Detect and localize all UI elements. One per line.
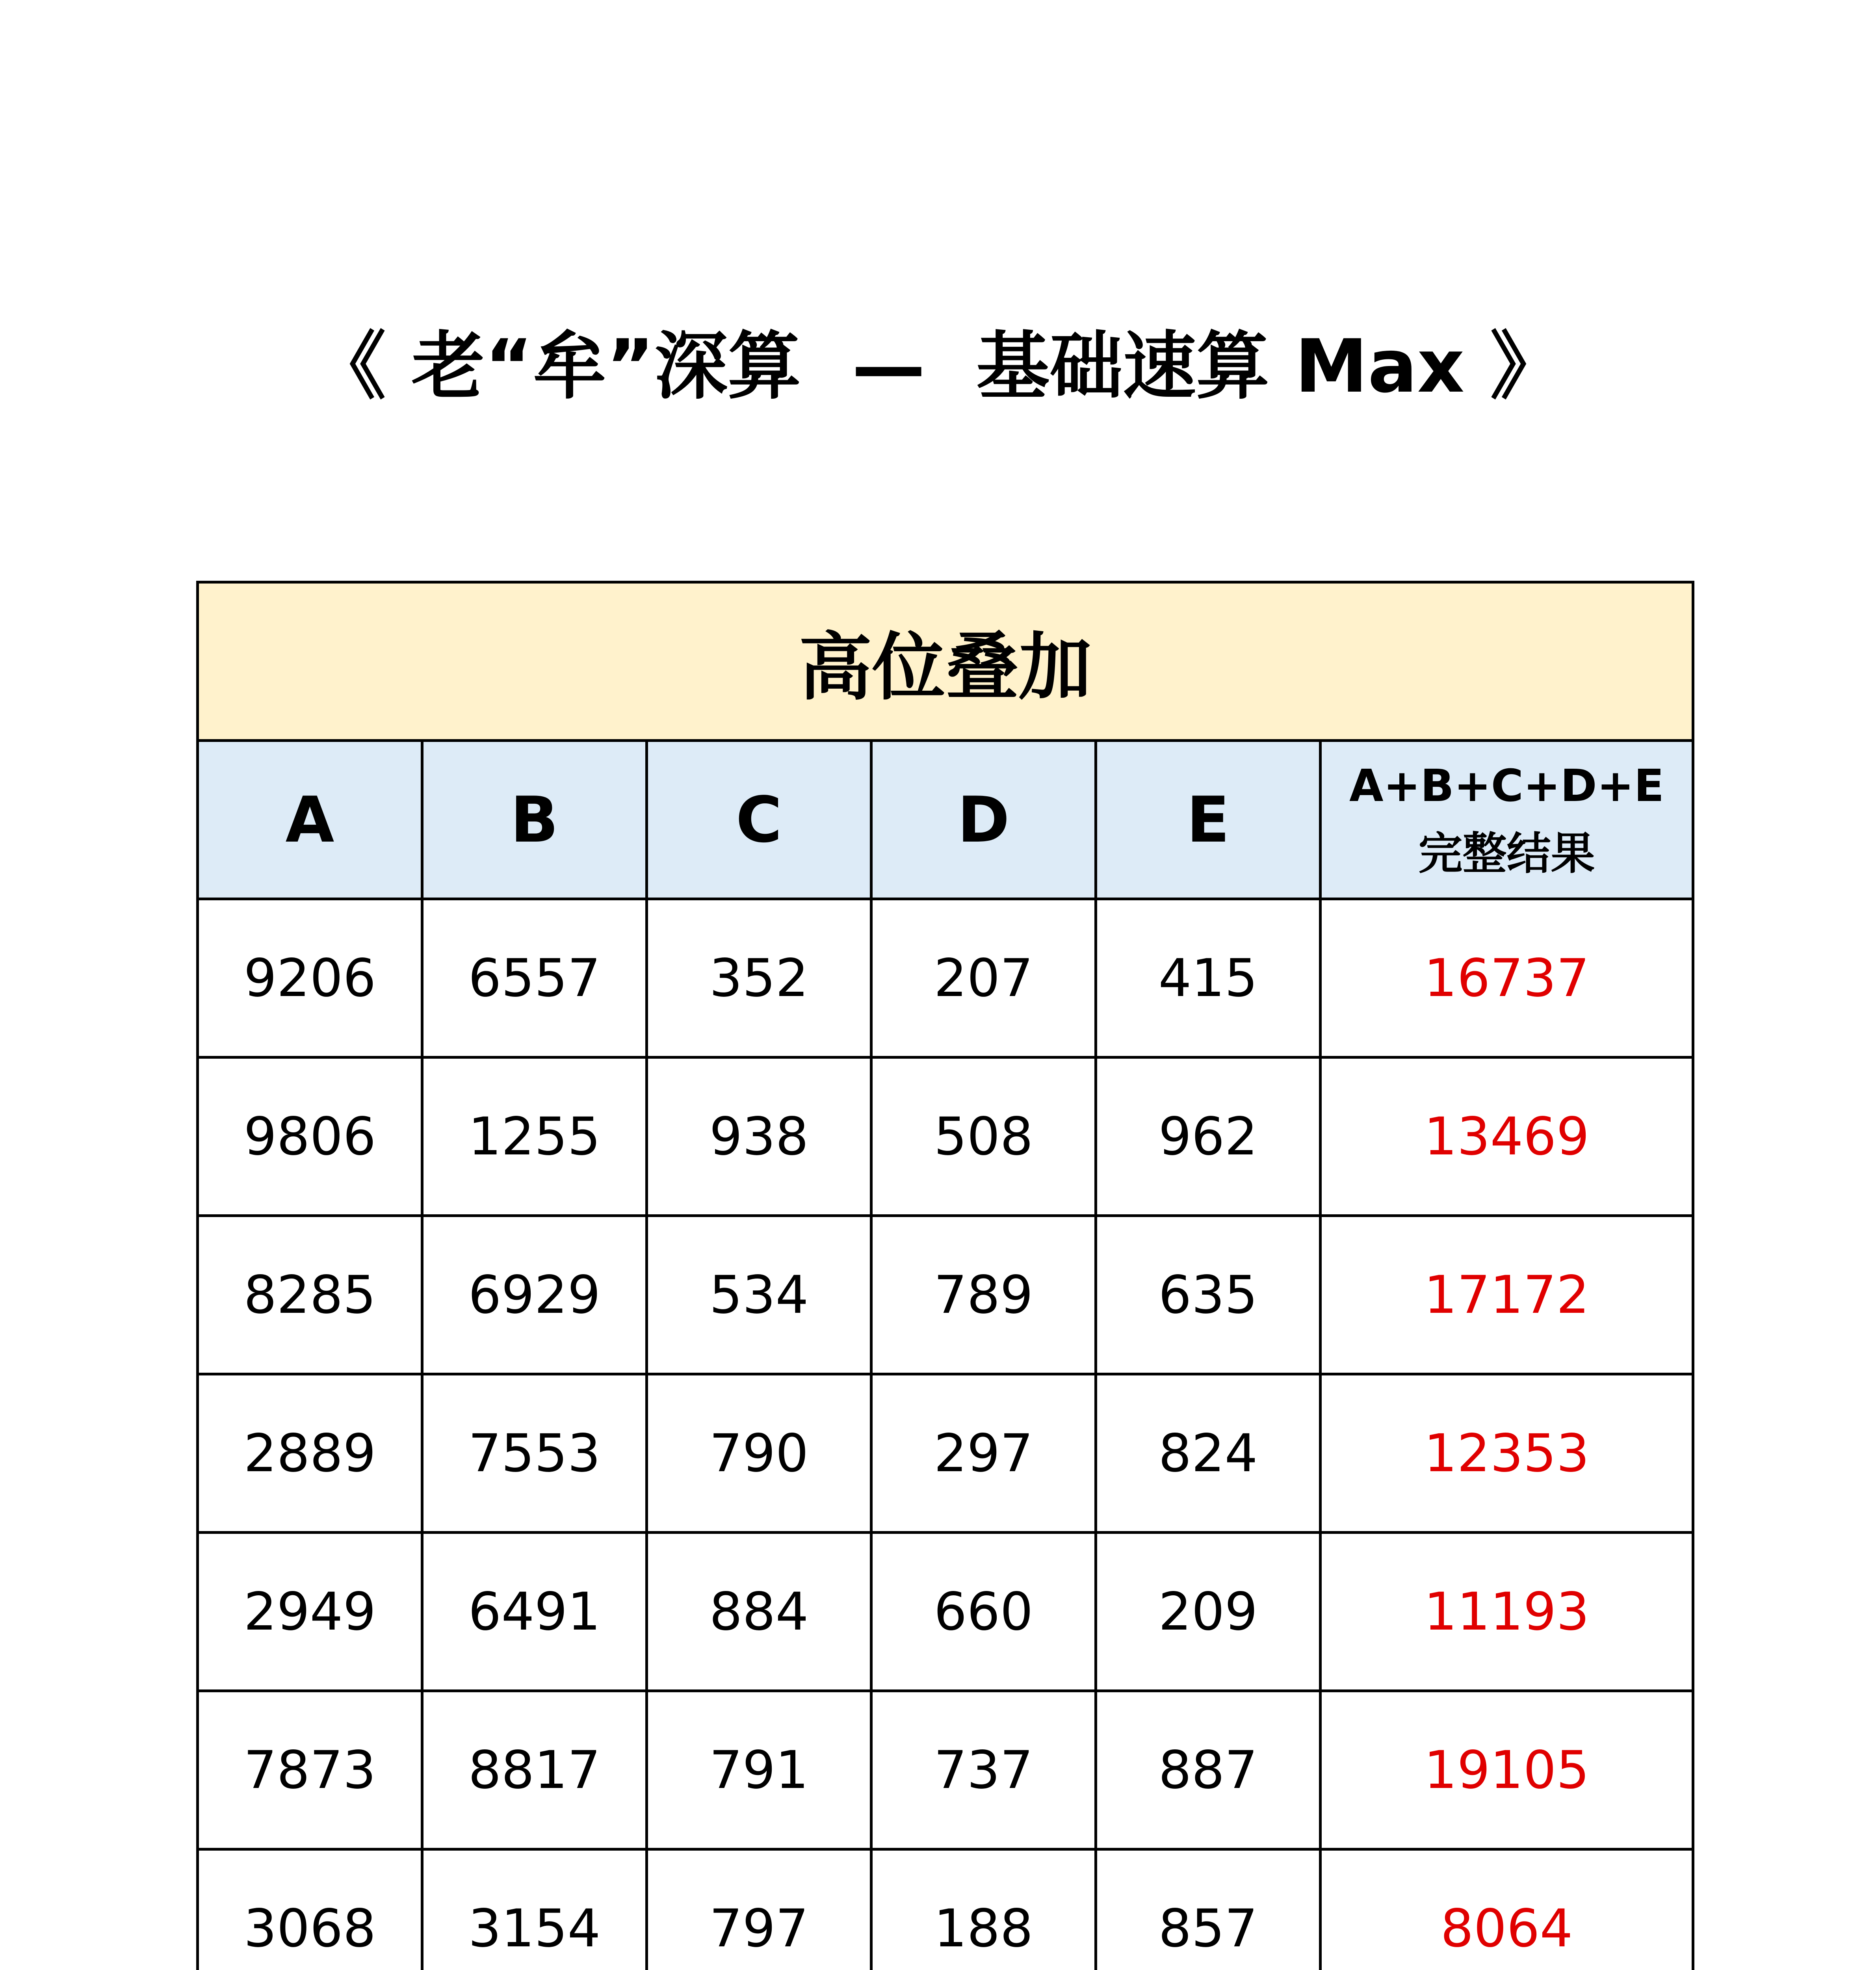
cell-a: 2949 xyxy=(198,1533,422,1691)
cell-a: 7873 xyxy=(198,1691,422,1849)
cell-a: 8285 xyxy=(198,1216,422,1374)
table-row xyxy=(198,1216,1693,1374)
result-header-label: 完整结果 xyxy=(1418,828,1595,879)
cell-c: 534 xyxy=(647,1216,871,1374)
page-title: 《 老“牟”深算 — 基础速算 Max 》 xyxy=(312,323,1564,409)
table-row xyxy=(198,1374,1693,1533)
cell-a: 9806 xyxy=(198,1057,422,1216)
cell-d: 188 xyxy=(871,1849,1096,1970)
column-header-a: A xyxy=(198,741,422,899)
cell-b: 3154 xyxy=(422,1849,647,1970)
cell-b: 6929 xyxy=(422,1216,647,1374)
cell-d: 789 xyxy=(871,1216,1096,1374)
table-row xyxy=(198,1057,1693,1216)
cell-result: 11193 xyxy=(1321,1533,1693,1691)
cell-result: 17172 xyxy=(1321,1216,1693,1374)
cell-e: 635 xyxy=(1096,1216,1321,1374)
cell-b: 1255 xyxy=(422,1057,647,1216)
cell-e: 962 xyxy=(1096,1057,1321,1216)
column-header-d: D xyxy=(871,741,1096,899)
section-title: 高位叠加 xyxy=(198,582,1693,741)
table-row xyxy=(198,1533,1693,1691)
table-row xyxy=(198,1849,1693,1970)
result-header-formula: A+B+C+D+E xyxy=(1349,760,1664,812)
cell-c: 352 xyxy=(647,899,871,1057)
cell-b: 6557 xyxy=(422,899,647,1057)
column-header-c: C xyxy=(647,741,871,899)
column-header-result xyxy=(1321,741,1693,899)
cell-b: 6491 xyxy=(422,1533,647,1691)
cell-result: 13469 xyxy=(1321,1057,1693,1216)
cell-d: 660 xyxy=(871,1533,1096,1691)
cell-a: 2889 xyxy=(198,1374,422,1533)
table-body xyxy=(198,899,1693,1970)
cell-result: 8064 xyxy=(1321,1849,1693,1970)
cell-c: 790 xyxy=(647,1374,871,1533)
cell-c: 938 xyxy=(647,1057,871,1216)
column-header-row xyxy=(198,741,1693,899)
table-row xyxy=(198,1691,1693,1849)
cell-e: 857 xyxy=(1096,1849,1321,1970)
column-header-b: B xyxy=(422,741,647,899)
exercise-table-container xyxy=(196,581,1692,1970)
cell-c: 797 xyxy=(647,1849,871,1970)
table-row xyxy=(198,899,1693,1057)
cell-result: 12353 xyxy=(1321,1374,1693,1533)
cell-d: 297 xyxy=(871,1374,1096,1533)
cell-e: 824 xyxy=(1096,1374,1321,1533)
cell-b: 7553 xyxy=(422,1374,647,1533)
cell-e: 415 xyxy=(1096,899,1321,1057)
exercise-table xyxy=(196,581,1694,1970)
cell-e: 209 xyxy=(1096,1533,1321,1691)
column-header-e: E xyxy=(1096,741,1321,899)
cell-d: 508 xyxy=(871,1057,1096,1216)
cell-a: 9206 xyxy=(198,899,422,1057)
cell-c: 791 xyxy=(647,1691,871,1849)
cell-d: 737 xyxy=(871,1691,1096,1849)
cell-e: 887 xyxy=(1096,1691,1321,1849)
cell-c: 884 xyxy=(647,1533,871,1691)
cell-result: 16737 xyxy=(1321,899,1693,1057)
cell-a: 3068 xyxy=(198,1849,422,1970)
cell-b: 8817 xyxy=(422,1691,647,1849)
cell-d: 207 xyxy=(871,899,1096,1057)
section-title-row xyxy=(198,582,1693,741)
cell-result: 19105 xyxy=(1321,1691,1693,1849)
